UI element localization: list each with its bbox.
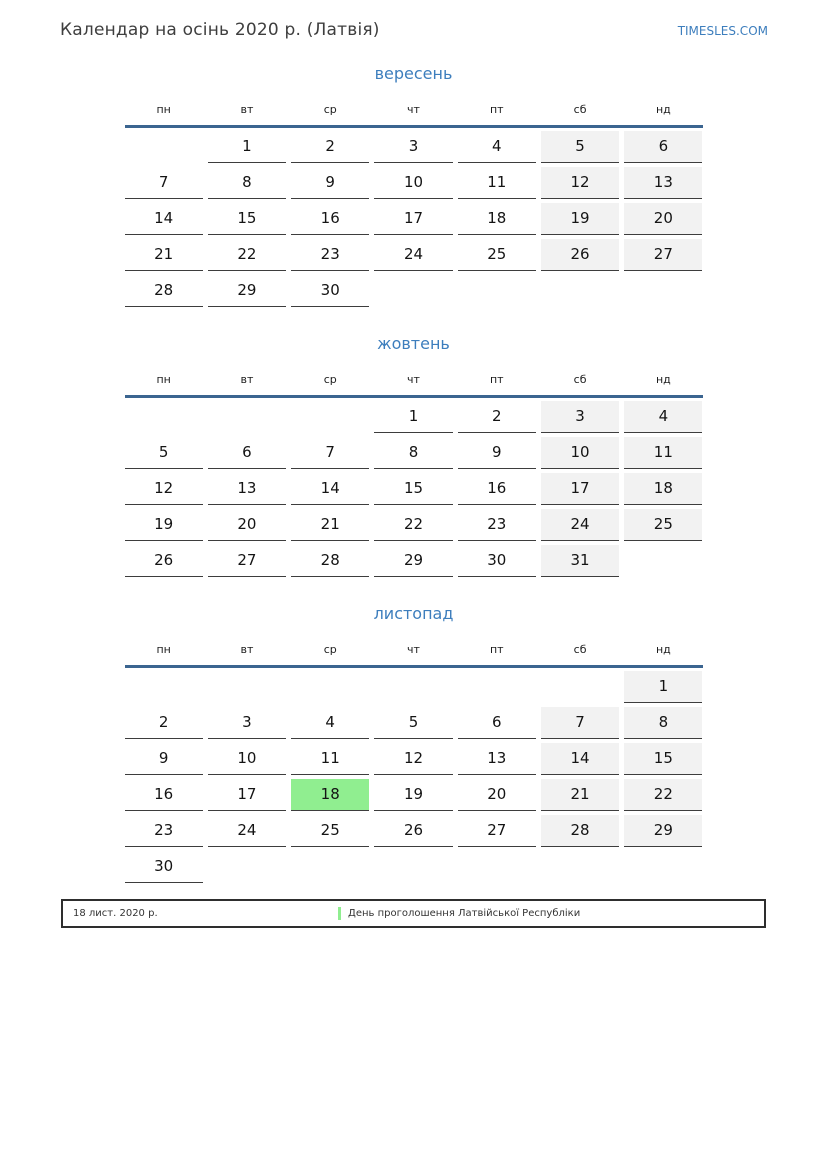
day-cell: 6: [208, 437, 286, 469]
day-cell: 4: [624, 401, 702, 433]
weekday-label: сб: [573, 103, 587, 116]
day-cell: 17: [374, 203, 452, 235]
day-cell: 24: [541, 509, 619, 541]
day-cell: 9: [458, 437, 536, 469]
day-cell: 3: [541, 401, 619, 433]
header-rule: [125, 395, 703, 398]
day-cell-empty: [374, 671, 452, 703]
day-cell: 27: [208, 545, 286, 577]
day-cell: 29: [374, 545, 452, 577]
months-container: [125, 64, 703, 883]
day-cell: 13: [208, 473, 286, 505]
weekday-label: ср: [323, 103, 337, 116]
day-cell: 21: [291, 509, 369, 541]
day-cell: 30: [458, 545, 536, 577]
holiday-date: 18 лист. 2020 р.: [73, 908, 158, 919]
day-cell-empty: [208, 851, 286, 883]
day-cell: 1: [374, 401, 452, 433]
weekday-label: чт: [407, 103, 420, 116]
day-cell: 22: [208, 239, 286, 271]
day-cell-empty: [624, 545, 702, 577]
day-cell: 30: [291, 275, 369, 307]
holiday-marker-icon: [338, 907, 341, 920]
day-cell: 16: [291, 203, 369, 235]
day-cell: 7: [125, 167, 203, 199]
day-cell-holiday: 18: [291, 779, 369, 811]
day-cell: 18: [624, 473, 702, 505]
day-cell-empty: [458, 275, 536, 307]
day-cell: 7: [541, 707, 619, 739]
day-cell: 15: [208, 203, 286, 235]
day-cell: 27: [458, 815, 536, 847]
site-link[interactable]: TIMESLES.COM: [677, 24, 768, 38]
day-cell-empty: [125, 671, 203, 703]
legend-item: [338, 907, 580, 920]
weekday-label: нд: [655, 103, 671, 116]
day-cell: 28: [541, 815, 619, 847]
day-cell-empty: [291, 851, 369, 883]
day-cell: 26: [541, 239, 619, 271]
day-cell: 11: [291, 743, 369, 775]
day-cell: 31: [541, 545, 619, 577]
weekday-label: вт: [240, 103, 254, 116]
day-cell: 12: [374, 743, 452, 775]
weekday-label: пт: [489, 373, 504, 386]
month-title: листопад: [373, 604, 454, 623]
day-cell: 11: [458, 167, 536, 199]
day-cell: 28: [291, 545, 369, 577]
weekday-label: сб: [573, 643, 587, 656]
weekday-label: ср: [323, 373, 337, 386]
day-cell: 9: [291, 167, 369, 199]
day-cell: 2: [458, 401, 536, 433]
weekday-label: чт: [407, 643, 420, 656]
month-title: вересень: [374, 64, 453, 83]
weekday-label: пт: [489, 103, 504, 116]
day-cell: 13: [624, 167, 702, 199]
month-block: [125, 604, 703, 883]
header-rule: [125, 125, 703, 128]
day-cell: 21: [125, 239, 203, 271]
day-cell: 24: [374, 239, 452, 271]
day-cell: 19: [541, 203, 619, 235]
day-cell: 10: [208, 743, 286, 775]
day-cell: 11: [624, 437, 702, 469]
day-cell: 28: [125, 275, 203, 307]
day-cell: 4: [291, 707, 369, 739]
day-cell: 8: [374, 437, 452, 469]
day-cell-empty: [125, 401, 203, 433]
day-cell-empty: [541, 851, 619, 883]
day-cell: 20: [208, 509, 286, 541]
day-cell: 29: [208, 275, 286, 307]
day-cell: 5: [125, 437, 203, 469]
weekday-label: ср: [323, 643, 337, 656]
day-grid: [125, 131, 703, 307]
weekday-label: пн: [156, 373, 171, 386]
day-cell: 2: [125, 707, 203, 739]
day-cell-empty: [291, 671, 369, 703]
weekday-label: нд: [655, 643, 671, 656]
day-cell: 22: [374, 509, 452, 541]
weekday-label: вт: [240, 643, 254, 656]
day-cell: 6: [624, 131, 702, 163]
day-cell-empty: [541, 275, 619, 307]
day-cell: 25: [291, 815, 369, 847]
day-cell: 10: [541, 437, 619, 469]
day-cell: 5: [541, 131, 619, 163]
month-block: [125, 64, 703, 307]
weekday-header-row: [125, 373, 703, 386]
day-cell: 29: [624, 815, 702, 847]
day-cell: 9: [125, 743, 203, 775]
day-cell-empty: [208, 401, 286, 433]
weekday-label: пн: [156, 643, 171, 656]
day-cell: 24: [208, 815, 286, 847]
day-cell-empty: [125, 131, 203, 163]
day-cell-empty: [208, 671, 286, 703]
day-cell: 16: [458, 473, 536, 505]
day-grid: [125, 671, 703, 883]
day-cell: 20: [624, 203, 702, 235]
day-cell: 19: [125, 509, 203, 541]
day-cell: 3: [208, 707, 286, 739]
day-cell-empty: [624, 275, 702, 307]
day-cell: 27: [624, 239, 702, 271]
day-cell-empty: [458, 671, 536, 703]
day-cell: 22: [624, 779, 702, 811]
weekday-label: вт: [240, 373, 254, 386]
weekday-header-row: [125, 643, 703, 656]
day-cell: 18: [458, 203, 536, 235]
holiday-label: День проголошення Латвійської Республіки: [348, 908, 581, 919]
day-cell-empty: [624, 851, 702, 883]
day-cell-empty: [541, 671, 619, 703]
day-cell-empty: [374, 275, 452, 307]
day-cell: 15: [624, 743, 702, 775]
month-block: [125, 334, 703, 577]
day-cell: 14: [125, 203, 203, 235]
day-cell: 17: [208, 779, 286, 811]
weekday-label: чт: [407, 373, 420, 386]
weekday-label: нд: [655, 373, 671, 386]
day-cell: 14: [541, 743, 619, 775]
weekday-label: пт: [489, 643, 504, 656]
day-cell: 26: [125, 545, 203, 577]
day-cell: 21: [541, 779, 619, 811]
day-cell: 25: [458, 239, 536, 271]
day-cell: 19: [374, 779, 452, 811]
day-cell: 2: [291, 131, 369, 163]
weekday-label: пн: [156, 103, 171, 116]
day-cell: 16: [125, 779, 203, 811]
day-cell: 8: [624, 707, 702, 739]
day-cell: 25: [624, 509, 702, 541]
day-grid: [125, 401, 703, 577]
day-cell: 1: [624, 671, 702, 703]
day-cell: 23: [291, 239, 369, 271]
day-cell-empty: [374, 851, 452, 883]
day-cell: 12: [541, 167, 619, 199]
day-cell: 17: [541, 473, 619, 505]
day-cell-empty: [291, 401, 369, 433]
page-title: Календар на осінь 2020 р. (Латвія): [60, 20, 380, 40]
day-cell: 8: [208, 167, 286, 199]
day-cell: 12: [125, 473, 203, 505]
day-cell: 26: [374, 815, 452, 847]
day-cell-empty: [458, 851, 536, 883]
day-cell: 5: [374, 707, 452, 739]
day-cell: 7: [291, 437, 369, 469]
page-header: [0, 0, 827, 40]
day-cell: 4: [458, 131, 536, 163]
day-cell: 10: [374, 167, 452, 199]
day-cell: 20: [458, 779, 536, 811]
header-rule: [125, 665, 703, 668]
day-cell: 6: [458, 707, 536, 739]
month-title: жовтень: [377, 334, 450, 353]
day-cell: 23: [125, 815, 203, 847]
holiday-legend-box: [61, 899, 766, 928]
day-cell: 3: [374, 131, 452, 163]
day-cell: 1: [208, 131, 286, 163]
day-cell: 13: [458, 743, 536, 775]
day-cell: 30: [125, 851, 203, 883]
day-cell: 14: [291, 473, 369, 505]
weekday-header-row: [125, 103, 703, 116]
weekday-label: сб: [573, 373, 587, 386]
day-cell: 15: [374, 473, 452, 505]
day-cell: 23: [458, 509, 536, 541]
